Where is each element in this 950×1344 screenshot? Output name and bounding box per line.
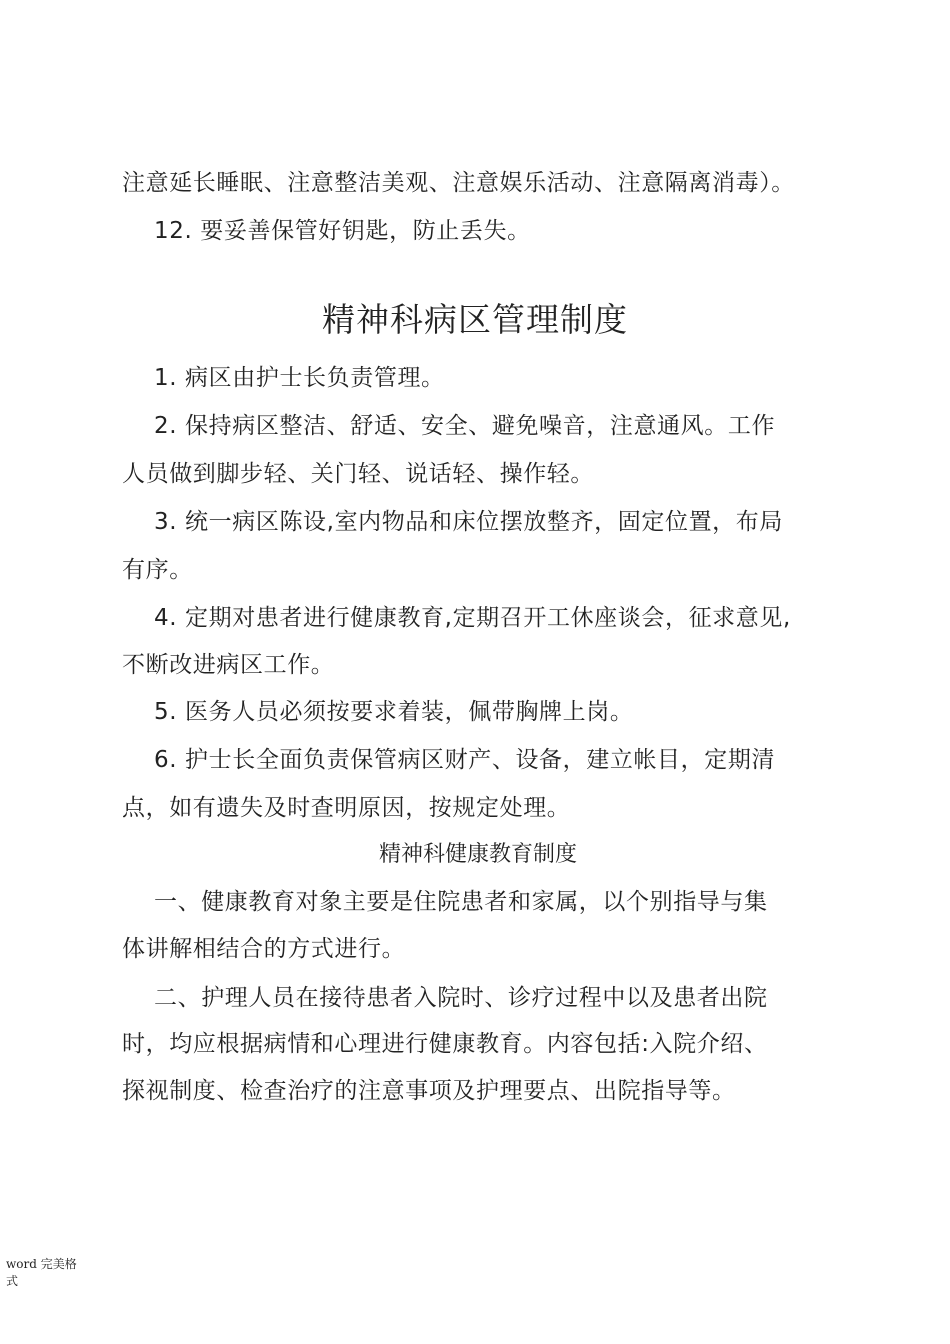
list-item: 二、护理人员在接待患者入院时、诊疗过程中以及患者出院: [154, 985, 768, 1011]
list-item: 5. 医务人员必须按要求着装，佩带胸牌上岗。: [154, 699, 634, 725]
list-item: 4. 定期对患者进行健康教育,定期召开工休座谈会，征求意见,: [154, 605, 791, 631]
list-item: 一、健康教育对象主要是住院患者和家属，以个别指导与集: [154, 889, 768, 915]
list-item-continuation: 人员做到脚步轻、关门轻、说话轻、操作轻。: [122, 461, 594, 487]
list-item-continuation: 体讲解相结合的方式进行。: [122, 936, 406, 962]
continuation-line: 注意延长睡眠、注意整洁美观、注意娱乐活动、注意隔离消毒）。: [122, 170, 795, 196]
list-item-continuation: 探视制度、检查治疗的注意事项及护理要点、出院指导等。: [122, 1078, 736, 1104]
list-item-12: 12. 要妥善保管好钥匙，防止丢失。: [154, 218, 531, 244]
list-item-continuation: 不断改进病区工作。: [122, 652, 335, 678]
list-item: 1. 病区由护士长负责管理。: [154, 365, 445, 391]
list-item: 3. 统一病区陈设,室内物品和床位摆放整齐，固定位置，布局: [154, 509, 783, 535]
list-item: 6. 护士长全面负责保管病区财产、设备，建立帐目，定期清: [154, 747, 776, 773]
list-item: 2. 保持病区整洁、舒适、安全、避免噪音，注意通风。工作: [154, 413, 776, 439]
footer-note: word 完美格式: [6, 1257, 77, 1288]
section-title-health-education: 精神科健康教育制度: [378, 842, 577, 867]
list-item-continuation: 时，均应根据病情和心理进行健康教育。内容包括:入院介绍、: [122, 1031, 768, 1057]
section-title-ward-management: 精神科病区管理制度: [322, 300, 628, 339]
list-item-continuation: 点，如有遗失及时查明原因，按规定处理。: [122, 795, 571, 821]
list-item-continuation: 有序。: [122, 557, 193, 583]
